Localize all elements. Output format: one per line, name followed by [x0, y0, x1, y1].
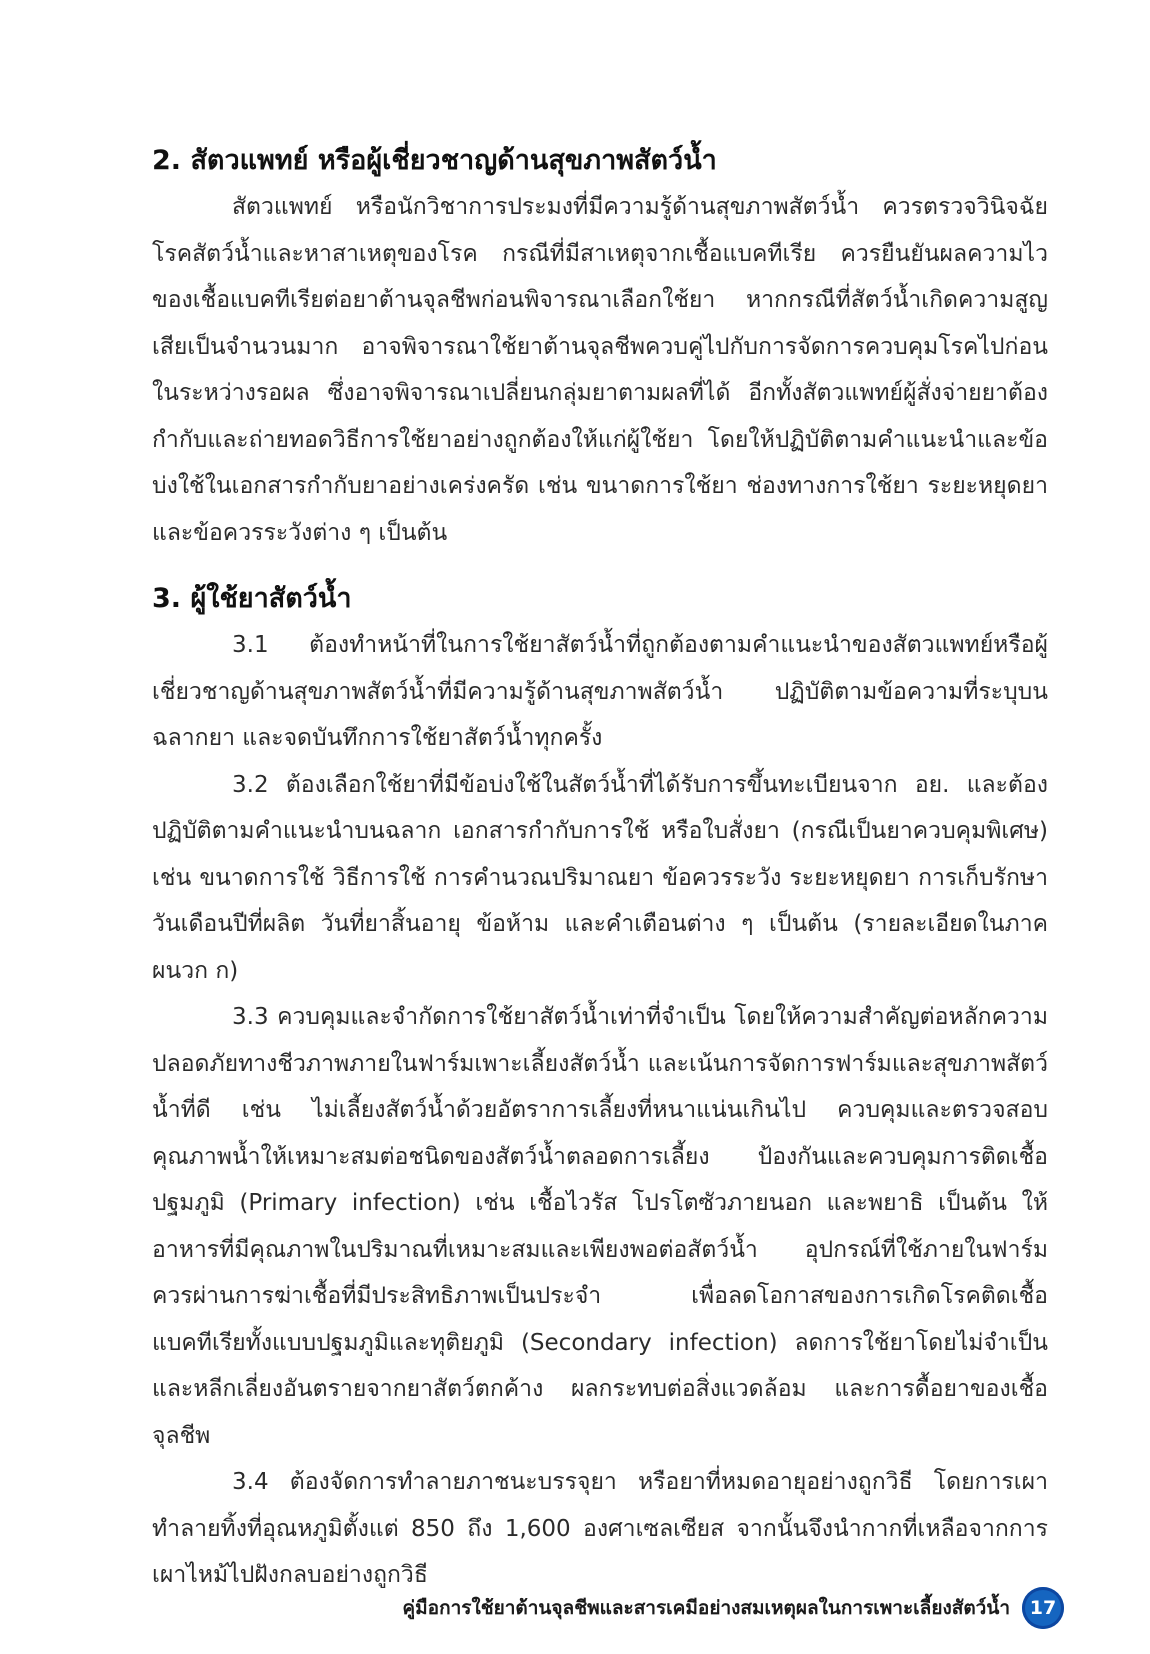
- page-footer: [402, 1585, 1064, 1631]
- page-number: 17: [1029, 1597, 1057, 1619]
- page-number-badge: [1022, 1587, 1064, 1629]
- footer-book-title: คู่มือการใช้ยาต้านจุลชีพและสารเคมีอย่างสมเหตุผลในการเพาะเลี้ยงสัตว์น้ำ: [402, 1597, 1010, 1619]
- section-3-item-3-3: 3.3 ควบคุมและจำกัดการใช้ยาสัตว์น้ำเท่าที่จำเป็น โดยให้ความสำคัญต่อหลักความปลอดภัยทางชีวภาพภายในฟาร์มเพาะเลี้ยงสัตว์น้ำ และเน้นการจัดการฟาร์มและสุขภาพสัตว์น้ำที่ดี เช่น ไม่เลี้ยงสัตว์น้ำด้วยอัตราการเลี้ยงที่หนาแน่นเกินไป ควบคุมและตรวจสอบคุณภาพน้ำให้เหมาะสมต่อชนิดของสัตว์น้ำตลอดการเลี้ยง ป้องกันและควบคุมการติดเชื้อปฐมภูมิ (Primary infection) เช่น เชื้อไวรัส โปรโตซัวภายนอก และพยาธิ เป็นต้น ให้อาหารที่มีคุณภาพในปริมาณที่เหมาะสมและเพียงพอต่อสัตว์น้ำ อุปกรณ์ที่ใช้ภายในฟาร์มควรผ่านการฆ่าเชื้อที่มีประสิทธิภาพเป็นประจำ เพื่อลดโอกาสของการเกิดโรคติดเชื้อแบคทีเรียทั้งแบบปฐมภูมิและทุติยภูมิ (Secondary infection) ลดการใช้ยาโดยไม่จำเป็น และหลีกเลี่ยงอันตรายจากยาสัตว์ตกค้าง ผลกระทบต่อสิ่งแวดล้อม และการดื้อยาของเชื้อจุลชีพ: [152, 1004, 1048, 1449]
- section-3-item-3-4: 3.4 ต้องจัดการทำลายภาชนะบรรจุยา หรือยาที่หมดอายุอย่างถูกวิธี โดยการเผาทำลายทิ้งที่อุณหภูมิตั้งแต่ 850 ถึง 1,600 องศาเซลเซียส จากนั้นจึงนำกากที่เหลือจากการเผาไหม้ไปฝังกลบอย่างถูกวิธี: [152, 1469, 1048, 1588]
- section-3-heading: 3. ผู้ใช้ยาสัตว์น้ำ: [152, 583, 352, 614]
- page-content: [152, 140, 1048, 1599]
- section-3-item-3-2: 3.2 ต้องเลือกใช้ยาที่มีข้อบ่งใช้ในสัตว์น้ำที่ได้รับการขึ้นทะเบียนจาก อย. และต้องปฏิบัติตามคำแนะนำบนฉลาก เอกสารกำกับการใช้ หรือใบสั่งยา (กรณีเป็นยาควบคุมพิเศษ) เช่น ขนาดการใช้ วิธีการใช้ การคำนวณปริมาณยา ข้อควรระวัง ระยะหยุดยา การเก็บรักษา วันเดือนปีที่ผลิต วันที่ยาสิ้นอายุ ข้อห้าม และคำเตือนต่าง ๆ เป็นต้น (รายละเอียดในภาคผนวก ก): [152, 771, 1048, 984]
- section-2-paragraph: สัตวแพทย์ หรือนักวิชาการประมงที่มีความรู้ด้านสุขภาพสัตว์น้ำ ควรตรวจวินิจฉัยโรคสัตว์น้ำและหาสาเหตุของโรค กรณีที่มีสาเหตุจากเชื้อแบคทีเรีย ควรยืนยันผลความไวของเชื้อแบคทีเรียต่อยาต้านจุลชีพก่อนพิจารณาเลือกใช้ยา หากกรณีที่สัตว์น้ำเกิดความสูญเสียเป็นจำนวนมาก อาจพิจารณาใช้ยาต้านจุลชีพควบคู่ไปกับการจัดการควบคุมโรคไปก่อนในระหว่างรอผล ซึ่งอาจพิจารณาเปลี่ยนกลุ่มยาตามผลที่ได้ อีกทั้งสัตวแพทย์ผู้สั่งจ่ายยาต้องกำกับและถ่ายทอดวิธีการใช้ยาอย่างถูกต้องให้แก่ผู้ใช้ยา โดยให้ปฏิบัติตามคำแนะนำและข้อบ่งใช้ในเอกสารกำกับยาอย่างเคร่งครัด เช่น ขนาดการใช้ยา ช่องทางการใช้ยา ระยะหยุดยา และข้อควรระวังต่าง ๆ เป็นต้น: [152, 194, 1048, 546]
- section-2-heading: 2. สัตวแพทย์ หรือผู้เชี่ยวชาญด้านสุขภาพสัตว์น้ำ: [152, 145, 717, 176]
- section-3-item-3-1: 3.1 ต้องทำหน้าที่ในการใช้ยาสัตว์น้ำที่ถูกต้องตามคำแนะนำของสัตวแพทย์หรือผู้เชี่ยวชาญด้านสุขภาพสัตว์น้ำที่มีความรู้ด้านสุขภาพสัตว์น้ำ ปฏิบัติตามข้อความที่ระบุบนฉลากยา และจดบันทึกการใช้ยาสัตว์น้ำทุกครั้ง: [152, 632, 1048, 751]
